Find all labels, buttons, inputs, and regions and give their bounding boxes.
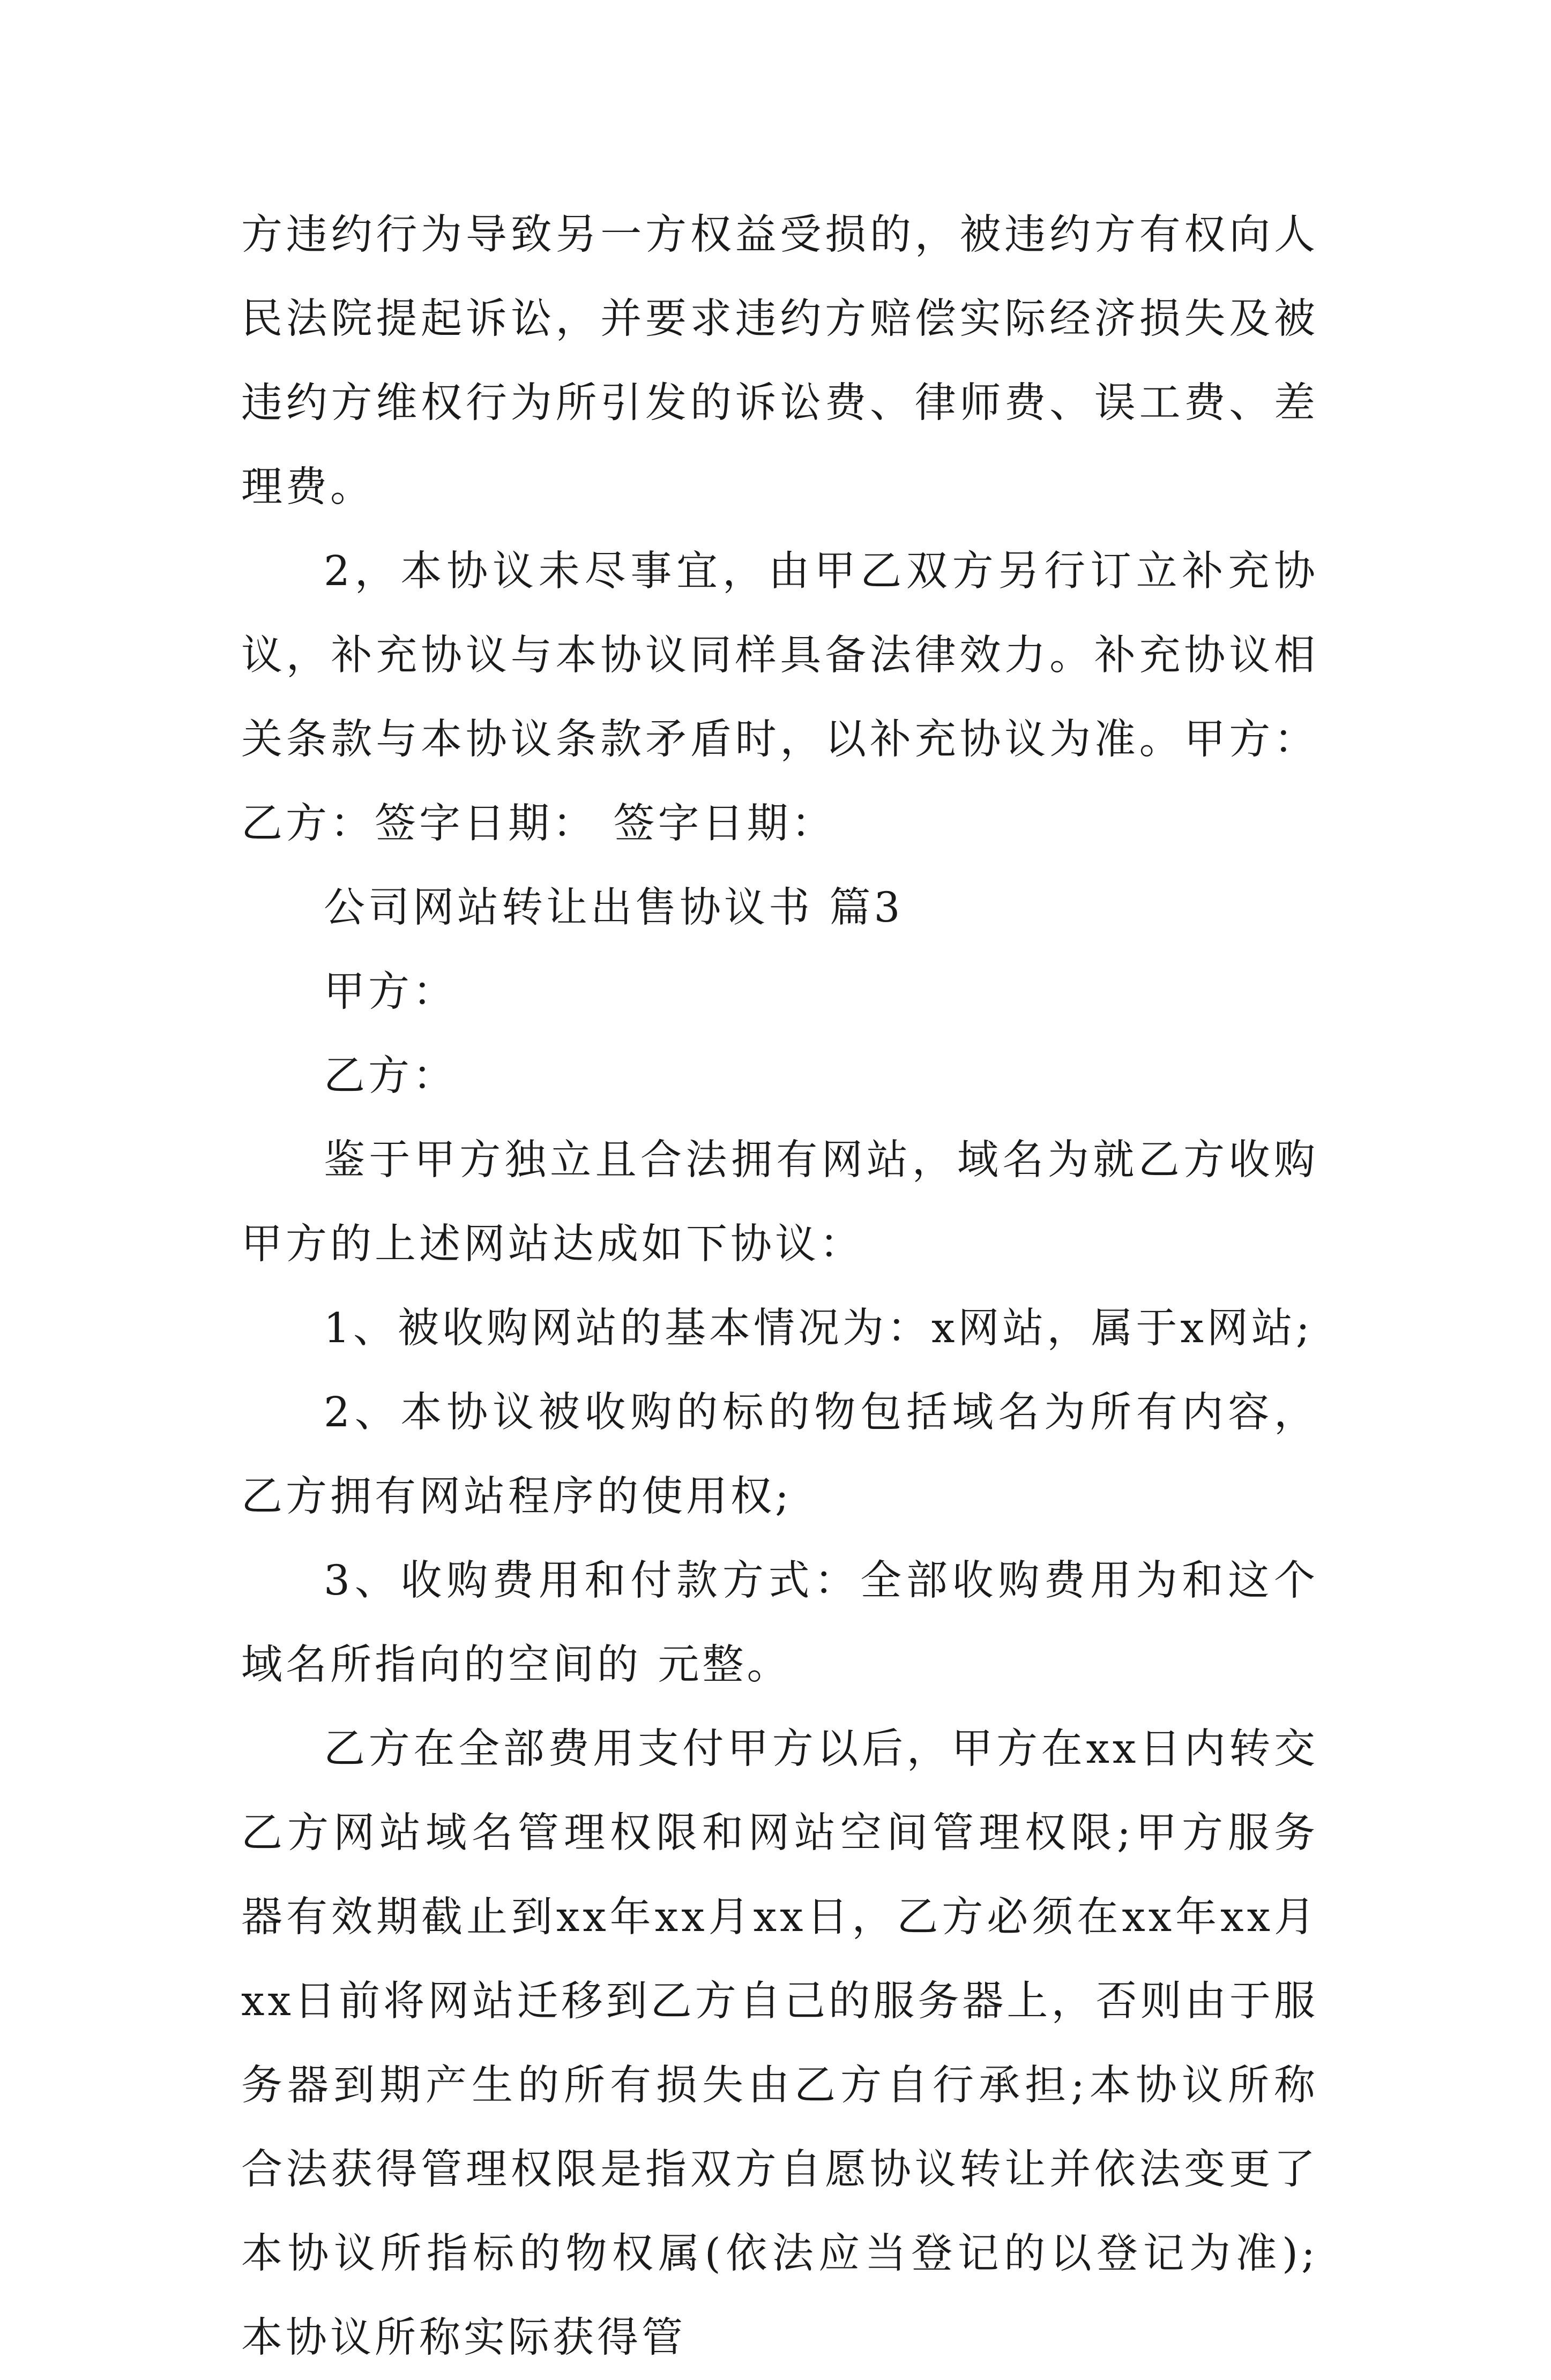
clause-2: 2、本协议被收购的标的物包括域名为所有内容，乙方拥有网站程序的使用权; <box>241 1389 1318 1521</box>
paragraph-supplementary-agreement: 2，本协议未尽事宜，由甲乙双方另行订立补充协议，补充协议与本协议同样具备法律效力。补充协议相关条款与本协议条款矛盾时，以补充协议为准。甲方： 乙方：签字日期： 签字日期： <box>241 548 1335 848</box>
paragraph-transfer-terms: 乙方在全部费用支付甲方以后，甲方在xx日内转交乙方网站域名管理权限和网站空间管理权限;甲方服务器有效期截止到xx年xx月xx日，乙方必须在xx年xx月xx日前将网站迁移到乙方自己的服务器上，否则由于服务器到期产生的所有损失由乙方自行承担;本协议所称合法获得管理权限是指双方自愿协议转让并依法变更了本协议所指标的物权属(依法应当登记的以登记为准);本协议所称实际获得管 <box>241 1725 1318 2362</box>
paragraph-preamble: 鉴于甲方独立且合法拥有网站，域名为就乙方收购甲方的上述网站达成如下协议： <box>241 1136 1318 1268</box>
clause-3: 3、收购费用和付款方式：全部收购费用为和这个域名所指向的空间的 元整。 <box>241 1557 1318 1689</box>
party-b-label: 乙方： <box>324 1052 457 1100</box>
document-body <box>241 193 1335 2380</box>
party-a-label: 甲方： <box>324 968 457 1016</box>
paragraph-breach-litigation: 方违约行为导致另一方权益受损的，被违约方有权向人民法院提起诉讼，并要求违约方赔偿实际经济损失及被违约方维权行为所引发的诉讼费、律师费、误工费、差理费。 <box>241 211 1318 511</box>
section-heading: 公司网站转让出售协议书 篇3 <box>324 884 904 932</box>
clause-1: 1、被收购网站的基本情况为：x网站，属于x网站; <box>324 1305 1313 1352</box>
